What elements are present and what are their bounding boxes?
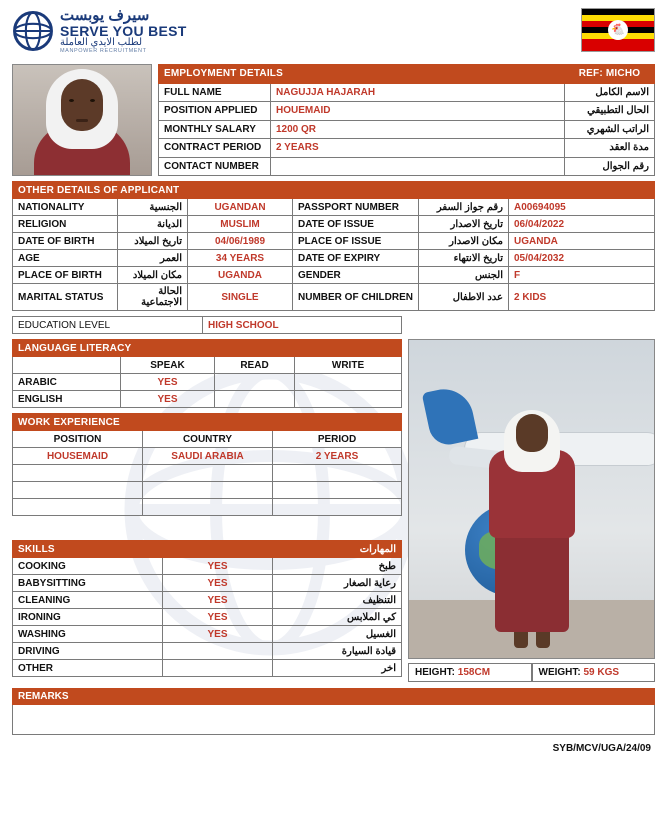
weight-cell bbox=[532, 663, 656, 682]
row-arabic: مدة العقد bbox=[565, 139, 655, 158]
col-country: COUNTRY bbox=[143, 431, 273, 448]
col-position: POSITION bbox=[13, 431, 143, 448]
row-value-2: 05/04/2032 bbox=[509, 250, 655, 267]
table-row bbox=[13, 250, 655, 267]
education-level-section bbox=[12, 316, 402, 334]
row-arabic-2: عدد الاطفال bbox=[419, 284, 509, 311]
table-row bbox=[13, 199, 655, 216]
row-arabic: الغسيل bbox=[273, 626, 402, 643]
row-arabic: التنظيف bbox=[273, 592, 402, 609]
table-row bbox=[159, 102, 655, 121]
row-label-2: GENDER bbox=[293, 267, 419, 284]
row-label: OTHER bbox=[13, 660, 163, 677]
table-row bbox=[13, 499, 402, 516]
col-write: WRITE bbox=[295, 357, 402, 374]
row-arabic: رقم الجوال bbox=[565, 157, 655, 176]
education-title: EDUCATION LEVEL bbox=[13, 317, 203, 334]
row-arabic: الجنسية bbox=[118, 199, 188, 216]
row-value: UGANDA bbox=[188, 267, 293, 284]
row-label: POSITION APPLIED bbox=[159, 102, 271, 121]
ref-cell bbox=[565, 65, 655, 84]
row-value: 2 YEARS bbox=[271, 139, 565, 158]
table-row bbox=[13, 609, 402, 626]
height-cell bbox=[408, 663, 532, 682]
row-label: DATE OF BIRTH bbox=[13, 233, 118, 250]
skills-title-arabic: المهارات bbox=[273, 541, 402, 558]
row-value-2: A00694095 bbox=[509, 199, 655, 216]
work-experience-title: WORK EXPERIENCE bbox=[13, 414, 402, 431]
crested-crane-icon: 🐔 bbox=[608, 20, 628, 40]
table-row bbox=[13, 374, 402, 391]
skills-title: SKILLS bbox=[13, 541, 273, 558]
row-country bbox=[143, 499, 273, 516]
brand-name: SERVE YOU BEST bbox=[60, 22, 187, 39]
col-period: PERIOD bbox=[273, 431, 402, 448]
ref-value: MICHO bbox=[605, 68, 641, 80]
work-experience-columns bbox=[13, 431, 402, 448]
row-label-2: PASSPORT NUMBER bbox=[293, 199, 419, 216]
row-value: 1200 QR bbox=[271, 120, 565, 139]
brand-tagline: MANPOWER RECRUITMENT bbox=[60, 47, 147, 54]
row-value: UGANDAN bbox=[188, 199, 293, 216]
table-row bbox=[13, 482, 402, 499]
row-label: COOKING bbox=[13, 558, 163, 575]
row-arabic: الديانة bbox=[118, 216, 188, 233]
row-label: NATIONALITY bbox=[13, 199, 118, 216]
table-row bbox=[13, 233, 655, 250]
language-title: LANGUAGE LITERACY bbox=[13, 340, 402, 357]
row-value: 04/06/1989 bbox=[188, 233, 293, 250]
table-row bbox=[159, 120, 655, 139]
brand-arabic-sub: لطلب الايدي العاملة bbox=[60, 37, 143, 49]
row-arabic-2: مكان الاصدار bbox=[419, 233, 509, 250]
other-details-header bbox=[13, 182, 655, 199]
row-label: CLEANING bbox=[13, 592, 163, 609]
table-row bbox=[13, 626, 402, 643]
row-position bbox=[13, 465, 143, 482]
language-literacy-table bbox=[12, 339, 402, 408]
row-arabic-2: تاريخ الانتهاء bbox=[419, 250, 509, 267]
row-arabic: الاسم الكامل bbox=[565, 83, 655, 102]
row-label-2: NUMBER OF CHILDREN bbox=[293, 284, 419, 311]
table-row bbox=[13, 643, 402, 660]
row-read bbox=[215, 391, 295, 408]
row-country bbox=[143, 482, 273, 499]
row-label-2: DATE OF EXPIRY bbox=[293, 250, 419, 267]
row-label: DRIVING bbox=[13, 643, 163, 660]
lower-columns bbox=[12, 339, 655, 682]
table-row bbox=[13, 558, 402, 575]
row-arabic-2: تاريخ الاصدار bbox=[419, 216, 509, 233]
col-language bbox=[13, 357, 121, 374]
table-row bbox=[13, 592, 402, 609]
row-period: 2 YEARS bbox=[273, 448, 402, 465]
row-value: 34 YEARS bbox=[188, 250, 293, 267]
row-label: PLACE OF BIRTH bbox=[13, 267, 118, 284]
row-arabic-2: رقم جواز السفر bbox=[419, 199, 509, 216]
row-label-2: PLACE OF ISSUE bbox=[293, 233, 419, 250]
weight-label: WEIGHT: bbox=[538, 667, 581, 678]
skills-table bbox=[12, 540, 402, 677]
row-country bbox=[143, 465, 273, 482]
row-value: NAGUJJA HAJARAH bbox=[271, 83, 565, 102]
row-value bbox=[163, 660, 273, 677]
row-speak: YES bbox=[121, 391, 215, 408]
table-row bbox=[13, 267, 655, 284]
row-label: CONTACT NUMBER bbox=[159, 157, 271, 176]
row-value bbox=[271, 157, 565, 176]
row-value: YES bbox=[163, 592, 273, 609]
work-experience-table bbox=[12, 413, 402, 516]
education-value: HIGH SCHOOL bbox=[203, 317, 402, 334]
document-header bbox=[12, 8, 655, 60]
row-speak: YES bbox=[121, 374, 215, 391]
remarks-section bbox=[12, 688, 655, 735]
row-language: ENGLISH bbox=[13, 391, 121, 408]
row-label: AGE bbox=[13, 250, 118, 267]
other-details-title: OTHER DETAILS OF APPLICANT bbox=[13, 182, 655, 199]
row-value: YES bbox=[163, 558, 273, 575]
language-header bbox=[13, 340, 402, 357]
row-label: RELIGION bbox=[13, 216, 118, 233]
work-experience-header bbox=[13, 414, 402, 431]
row-position: HOUSEMAID bbox=[13, 448, 143, 465]
row-country: SAUDI ARABIA bbox=[143, 448, 273, 465]
row-arabic: قيادة السيارة bbox=[273, 643, 402, 660]
table-row bbox=[13, 391, 402, 408]
employment-details-table bbox=[158, 64, 655, 176]
skills-header bbox=[13, 541, 402, 558]
row-period bbox=[273, 465, 402, 482]
globe-icon bbox=[12, 10, 54, 52]
row-value-2: 2 KIDS bbox=[509, 284, 655, 311]
row-label: MONTHLY SALARY bbox=[159, 120, 271, 139]
row-arabic-2: الجنس bbox=[419, 267, 509, 284]
row-value-2: UGANDA bbox=[509, 233, 655, 250]
table-row bbox=[13, 660, 402, 677]
row-arabic: اخر bbox=[273, 660, 402, 677]
row-position bbox=[13, 482, 143, 499]
table-row bbox=[13, 448, 402, 465]
height-label: HEIGHT: bbox=[415, 667, 455, 678]
row-value-2: F bbox=[509, 267, 655, 284]
row-write bbox=[295, 391, 402, 408]
language-columns bbox=[13, 357, 402, 374]
table-row bbox=[13, 216, 655, 233]
row-label: BABYSITTING bbox=[13, 575, 163, 592]
brand-arabic-top: سيرف يوبست bbox=[60, 7, 150, 24]
weight-value: 59 KGS bbox=[583, 667, 620, 678]
brand-logo bbox=[12, 8, 187, 55]
row-write bbox=[295, 374, 402, 391]
row-label: IRONING bbox=[13, 609, 163, 626]
row-label: MARITAL STATUS bbox=[13, 284, 118, 311]
row-value: YES bbox=[163, 575, 273, 592]
row-period bbox=[273, 499, 402, 516]
row-position bbox=[13, 499, 143, 516]
row-arabic: رعاية الصغار bbox=[273, 575, 402, 592]
row-value: MUSLIM bbox=[188, 216, 293, 233]
remarks-value[interactable] bbox=[12, 705, 655, 735]
ref-label: REF: bbox=[578, 68, 603, 80]
remarks-title: REMARKS bbox=[12, 688, 655, 705]
table-row bbox=[13, 575, 402, 592]
row-language: ARABIC bbox=[13, 374, 121, 391]
row-value: HOUEMAID bbox=[271, 102, 565, 121]
education-row bbox=[13, 317, 402, 334]
top-section bbox=[12, 64, 655, 176]
height-value: 158CM bbox=[457, 667, 491, 678]
row-value: SINGLE bbox=[188, 284, 293, 311]
row-label: WASHING bbox=[13, 626, 163, 643]
employment-title: EMPLOYMENT DETAILS bbox=[159, 65, 565, 84]
measurements-row bbox=[408, 663, 655, 682]
applicant-fullbody-photo bbox=[408, 339, 655, 659]
applicant-portrait-photo bbox=[12, 64, 152, 176]
row-value: YES bbox=[163, 626, 273, 643]
row-read bbox=[215, 374, 295, 391]
row-arabic: مكان الميلاد bbox=[118, 267, 188, 284]
row-arabic: العمر bbox=[118, 250, 188, 267]
row-arabic: الحالة الاجتماعية bbox=[118, 284, 188, 311]
table-row bbox=[13, 465, 402, 482]
col-read: READ bbox=[215, 357, 295, 374]
row-arabic: كي الملابس bbox=[273, 609, 402, 626]
row-arabic: طبخ bbox=[273, 558, 402, 575]
row-value-2: 06/04/2022 bbox=[509, 216, 655, 233]
row-arabic: الحال التطبيقي bbox=[565, 102, 655, 121]
row-value: YES bbox=[163, 609, 273, 626]
row-value bbox=[163, 643, 273, 660]
table-row bbox=[159, 139, 655, 158]
footer-code: SYB/MCV/UGA/24/09 bbox=[552, 743, 651, 754]
row-arabic: الراتب الشهري bbox=[565, 120, 655, 139]
col-speak: SPEAK bbox=[121, 357, 215, 374]
row-label: CONTRACT PERIOD bbox=[159, 139, 271, 158]
row-period bbox=[273, 482, 402, 499]
row-label: FULL NAME bbox=[159, 83, 271, 102]
employment-details-header bbox=[159, 65, 655, 84]
table-row bbox=[159, 83, 655, 102]
table-row bbox=[13, 284, 655, 311]
table-row bbox=[159, 157, 655, 176]
uganda-flag bbox=[581, 8, 655, 52]
row-arabic: تاريخ الميلاد bbox=[118, 233, 188, 250]
other-details-table bbox=[12, 181, 655, 311]
row-label-2: DATE OF ISSUE bbox=[293, 216, 419, 233]
